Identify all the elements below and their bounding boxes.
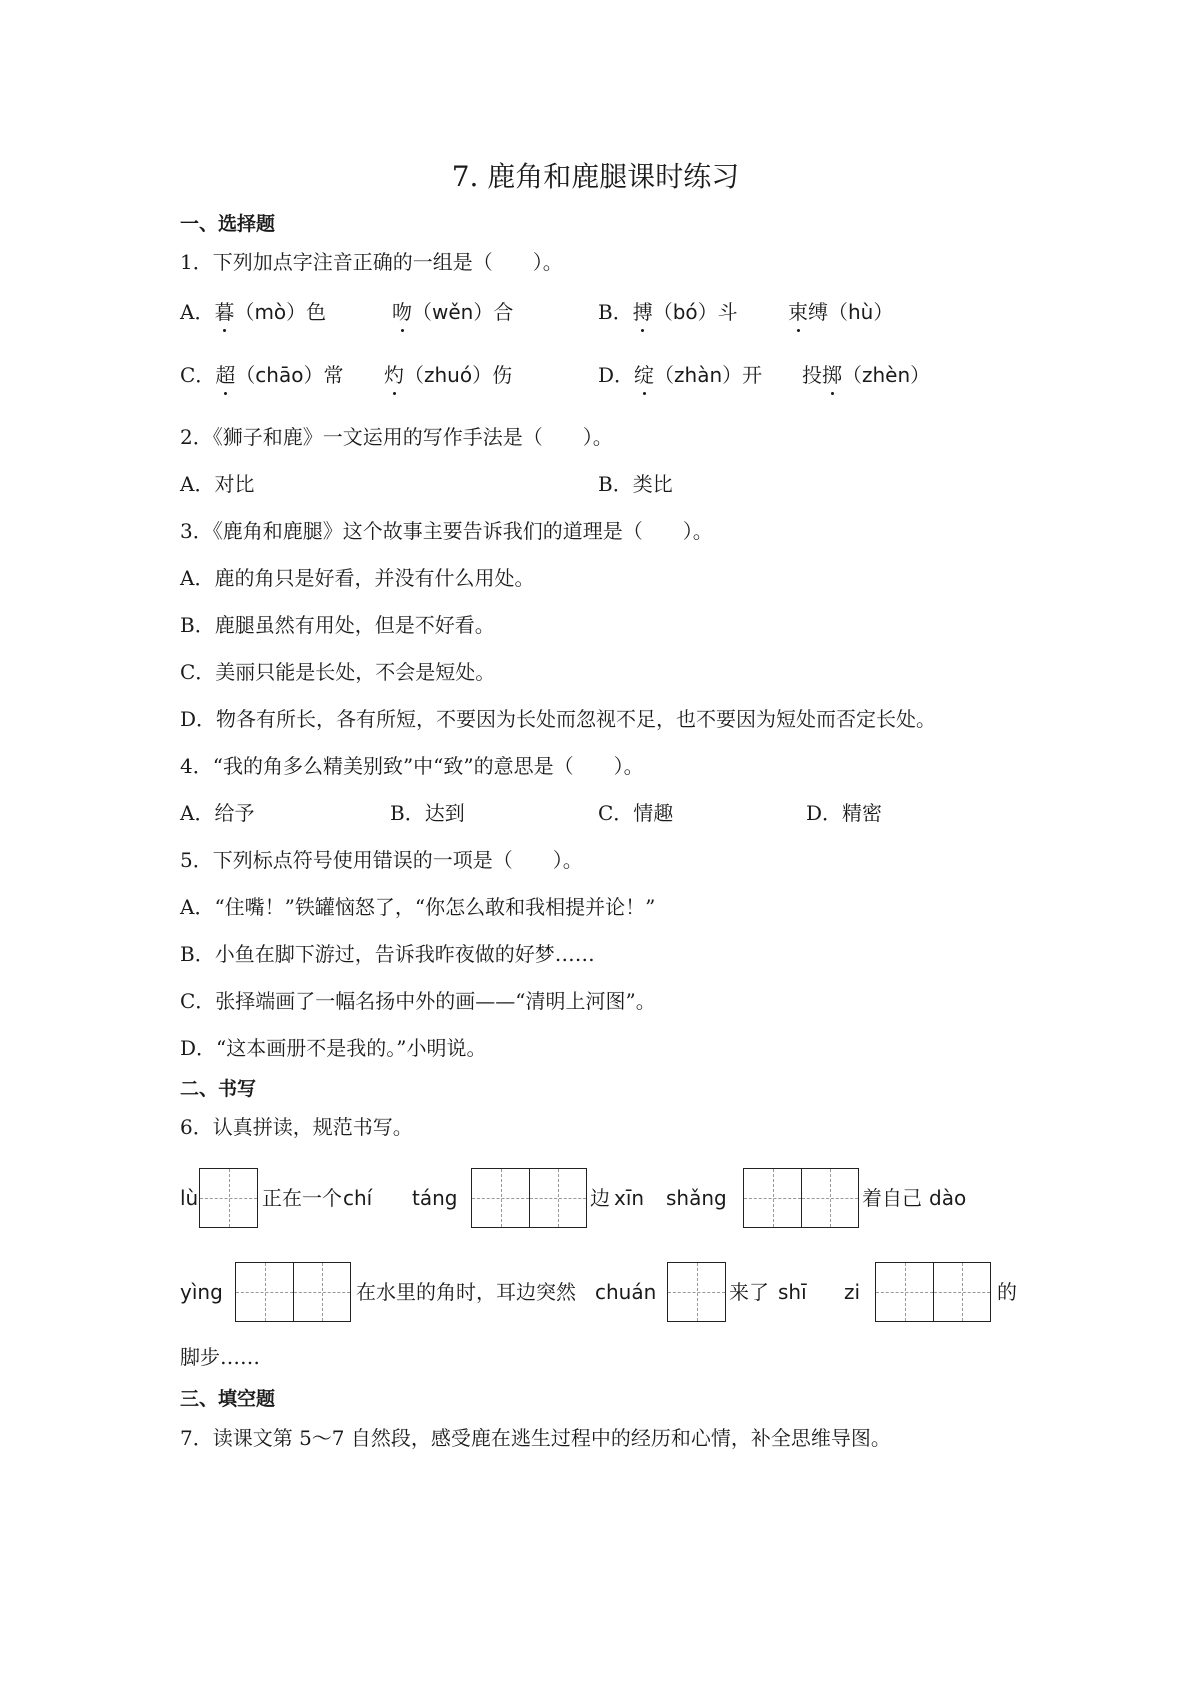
option-label: A． <box>180 300 215 324</box>
pinyin: yìng <box>180 1280 223 1304</box>
q5-option-b: B．小鱼在脚下游过，告诉我昨夜做的好梦…… <box>180 942 595 966</box>
writing-grid-2char[interactable] <box>235 1262 351 1322</box>
q1-option-d <box>598 361 762 389</box>
question-5-stem: 5．下列标点符号使用错误的一项是（ ）。 <box>180 848 583 872</box>
option-label: D． <box>598 363 635 387</box>
q1-option-a-word2 <box>392 298 513 326</box>
pinyin: lù <box>180 1186 199 1210</box>
q4-option-a: A．给予 <box>180 801 255 825</box>
dotted-char: 暮 <box>214 300 235 324</box>
pinyin: （mò） <box>234 300 307 324</box>
pinyin: chuán <box>595 1280 657 1304</box>
q1-option-a <box>180 298 326 326</box>
question-7-stem: 7．读课文第 5～7 自然段，感受鹿在逃生过程中的经历和心情，补全思维导图。 <box>180 1426 891 1450</box>
pinyin: dào <box>929 1186 967 1210</box>
question-6-stem: 6．认真拼读，规范书写。 <box>180 1115 413 1139</box>
pinyin: 缚（hù） <box>808 300 894 324</box>
q4-option-c: C．情趣 <box>598 801 674 825</box>
q1-option-b <box>598 298 738 326</box>
char: 斗 <box>717 300 738 324</box>
dotted-char: 搏 <box>632 300 653 324</box>
dotted-char: 灼 <box>384 363 404 387</box>
q4-option-d: D．精密 <box>806 801 883 825</box>
q3-option-a: A．鹿的角只是好看，并没有什么用处。 <box>180 566 535 590</box>
sentence-text: 正在一个 <box>262 1186 342 1210</box>
page-title: 7. 鹿角和鹿腿课时练习 <box>451 160 740 193</box>
char: 色 <box>306 300 327 324</box>
q1-option-d-word2 <box>802 361 930 389</box>
question-3-stem: 3．《鹿角和鹿腿》这个故事主要告诉我们的道理是（ ）。 <box>180 519 713 543</box>
char: 开 <box>742 363 763 387</box>
char: 合 <box>493 300 514 324</box>
q1-option-c-word2 <box>384 361 512 389</box>
sentence-text: 边 <box>590 1186 610 1210</box>
pinyin: shī <box>778 1280 807 1304</box>
q2-option-a: A．对比 <box>180 472 255 496</box>
sentence-text: 在水里的角时，耳边突然 <box>356 1280 576 1304</box>
q3-option-d: D．物各有所长，各有所短，不要因为长处而忽视不足，也不要因为短处而否定长处。 <box>180 707 937 731</box>
char: 伤 <box>492 363 513 387</box>
option-label: B． <box>598 300 633 324</box>
writing-grid-2char[interactable] <box>743 1168 859 1228</box>
char: 投 <box>802 363 822 387</box>
pinyin: （zhuó） <box>404 363 493 387</box>
q1-option-c <box>180 361 343 389</box>
q5-option-c: C．张择端画了一幅名扬中外的画——“清明上河图”。 <box>180 989 656 1013</box>
dotted-char: 绽 <box>634 363 655 387</box>
char: 常 <box>323 363 344 387</box>
q5-option-d: D．“这本画册不是我的。”小明说。 <box>180 1036 487 1060</box>
q1-option-b-word2 <box>788 298 893 326</box>
q2-option-b: B．类比 <box>598 472 673 496</box>
dotted-char: 掷 <box>822 363 842 387</box>
pinyin: （wěn） <box>412 300 494 324</box>
question-1-stem: 1．下列加点字注音正确的一组是（ ）。 <box>180 250 563 274</box>
writing-row-1 <box>180 1168 1000 1228</box>
q3-option-b: B．鹿腿虽然有用处，但是不好看。 <box>180 613 495 637</box>
option-label: C． <box>180 363 216 387</box>
pinyin: （zhàn） <box>654 363 743 387</box>
pinyin: （bó） <box>652 300 718 324</box>
section-heading-choice: 一、选择题 <box>180 213 276 235</box>
sentence-text: 的 <box>997 1280 1017 1304</box>
writing-row-2 <box>180 1262 1020 1322</box>
dotted-char: 束 <box>788 300 808 324</box>
pinyin: táng <box>412 1186 458 1210</box>
dotted-char: 超 <box>215 363 236 387</box>
sentence-tail: 脚步…… <box>180 1345 260 1369</box>
question-4-stem: 4．“我的角多么精美别致”中“致”的意思是（ ）。 <box>180 754 644 778</box>
pinyin: shǎng <box>666 1186 727 1210</box>
writing-grid-1char[interactable] <box>199 1168 258 1228</box>
writing-grid-2char[interactable] <box>471 1168 587 1228</box>
q5-option-a: A．“住嘴！”铁罐恼怒了，“你怎么敢和我相提并论！” <box>180 895 656 919</box>
pinyin: xīn <box>614 1186 645 1210</box>
writing-grid-1char[interactable] <box>667 1262 726 1322</box>
q4-option-b: B．达到 <box>390 801 465 825</box>
sentence-text: 着自己 <box>862 1186 922 1210</box>
pinyin: （chāo） <box>235 363 324 387</box>
question-2-stem: 2．《狮子和鹿》一文运用的写作手法是（ ）。 <box>180 425 613 449</box>
q3-option-c: C．美丽只能是长处，不会是短处。 <box>180 660 496 684</box>
section-heading-fill: 三、填空题 <box>180 1388 276 1410</box>
pinyin: chí <box>343 1186 373 1210</box>
section-heading-writing: 二、书写 <box>180 1078 257 1100</box>
sentence-text: 来了 <box>729 1280 769 1304</box>
pinyin: zi <box>844 1280 861 1304</box>
dotted-char: 吻 <box>392 300 412 324</box>
writing-grid-2char[interactable] <box>875 1262 991 1322</box>
pinyin: （zhèn） <box>842 363 931 387</box>
